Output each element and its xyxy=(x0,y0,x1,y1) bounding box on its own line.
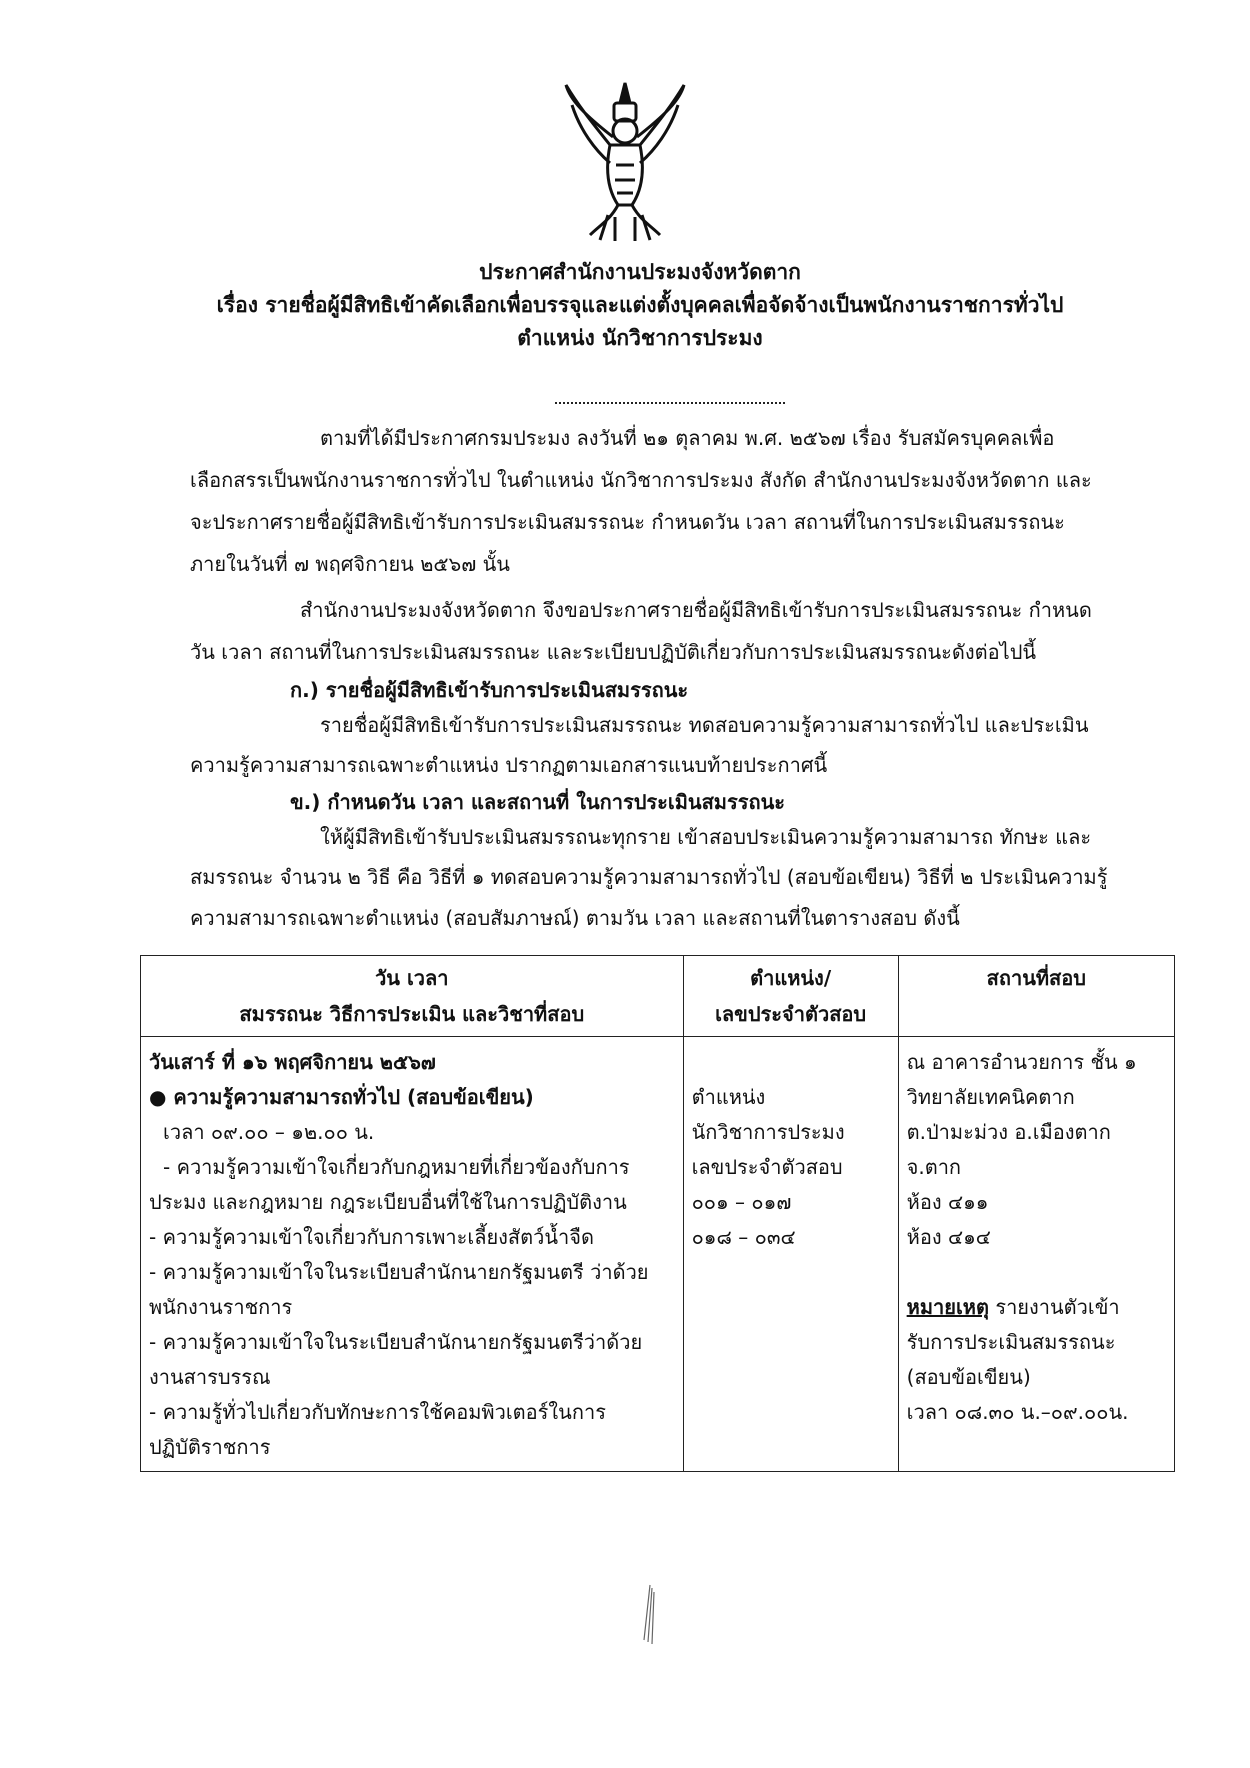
subject-line: - ความรู้ความเข้าใจในระเบียบสำนักนายกรัฐมนตรี ว่าด้วย xyxy=(149,1260,649,1284)
room-number: ห้อง ๔๑๔ xyxy=(906,1225,991,1249)
position-name: นักวิชาการประมง xyxy=(691,1120,845,1144)
paragraph-line: สำนักงานประมงจังหวัดตาก จึงขอประกาศรายชื่อผู้มีสิทธิเข้ารับการประเมินสมรรถนะ กำหนด xyxy=(300,598,1092,622)
subject-line: - ความรู้ความเข้าใจในระเบียบสำนักนายกรัฐมนตรีว่าด้วย xyxy=(149,1330,643,1354)
exam-date: วันเสาร์ ที่ ๑๖ พฤศจิกายน ๒๕๖๗ xyxy=(149,1050,436,1074)
location-district: ต.ป่ามะม่วง อ.เมืองตาก xyxy=(906,1120,1111,1144)
exam-id-label: เลขประจำตัวสอบ xyxy=(691,1155,843,1179)
location-province: จ.ตาก xyxy=(906,1155,962,1179)
subject-line: - ความรู้ทั่วไปเกี่ยวกับทักษะการใช้คอมพิวเตอร์ในการ xyxy=(149,1400,606,1424)
paragraph-line: เลือกสรรเป็นพนักงานราชการทั่วไป ในตำแหน่ง นักวิชาการประมง สังกัด สำนักงานประมงจังหวัดตาก และ xyxy=(190,468,1092,492)
subject-line: - ความรู้ความเข้าใจเกี่ยวกับการเพาะเลี้ยงสัตว์น้ำจืด xyxy=(149,1225,594,1249)
subject-line: - ความรู้ความเข้าใจเกี่ยวกับกฎหมายที่เกี่ยวข้องกับการ xyxy=(163,1155,630,1179)
paragraph-line: สมรรถนะ จำนวน ๒ วิธี คือ วิธีที่ ๑ ทดสอบความรู้ความสามารถทั่วไป (สอบข้อเขียน) วิธีที่ ๒ ประเมินความรู้ xyxy=(190,865,1108,889)
subject-line: งานสารบรรณ xyxy=(149,1365,271,1389)
note-line: หมายเหตุ รายงานตัวเข้า xyxy=(906,1295,1120,1319)
position-label: ตำแหน่ง xyxy=(691,1085,766,1109)
announcement-title: ประกาศสำนักงานประมงจังหวัดตาก xyxy=(479,260,801,284)
dotted-separator xyxy=(555,402,785,406)
subject-line: พนักงานราชการ xyxy=(149,1295,293,1319)
cell-position-id xyxy=(683,1037,898,1472)
table-row xyxy=(141,1037,1175,1472)
pen-mark-icon xyxy=(630,1580,670,1660)
note-line: รับการประเมินสมรรถนะ xyxy=(906,1330,1116,1354)
section-b-heading: ข.) กำหนดวัน เวลา และสถานที่ ในการประเมินสมรรถนะ xyxy=(290,790,785,814)
announcement-position: ตำแหน่ง นักวิชาการประมง xyxy=(517,326,763,350)
header-position-id: ตำแหน่ง/ เลขประจำตัวสอบ xyxy=(683,956,898,1037)
section-a-heading: ก.) รายชื่อผู้มีสิทธิเข้ารับการประเมินสมรรถนะ xyxy=(290,678,689,702)
paragraph-line: ให้ผู้มีสิทธิเข้ารับประเมินสมรรถนะทุกราย เข้าสอบประเมินความรู้ความสามารถ ทักษะ และ xyxy=(320,825,1092,849)
paragraph-line: วัน เวลา สถานที่ในการประเมินสมรรถนะ และระเบียบปฏิบัติเกี่ยวกับการประเมินสมรรถนะดังต่อไปนี้ xyxy=(190,640,1037,664)
exam-schedule-table xyxy=(140,955,1175,1472)
exam-topic: ● ความรู้ความสามารถทั่วไป (สอบข้อเขียน) xyxy=(149,1085,534,1109)
note-line: (สอบข้อเขียน) xyxy=(906,1365,1031,1389)
location-college: วิทยาลัยเทคนิคตาก xyxy=(906,1085,1075,1109)
paragraph-line: ตามที่ได้มีประกาศกรมประมง ลงวันที่ ๒๑ ตุลาคม พ.ศ. ๒๕๖๗ เรื่อง รับสมัครบุคคลเพื่อ xyxy=(320,426,1055,450)
note-label: หมายเหตุ xyxy=(906,1295,989,1319)
cell-location xyxy=(898,1037,1174,1472)
paragraph-line: รายชื่อผู้มีสิทธิเข้ารับการประเมินสมรรถนะ ทดสอบความรู้ความสามารถทั่วไป และประเมิน xyxy=(320,713,1089,737)
location-building: ณ อาคารอำนวยการ ชั้น ๑ xyxy=(906,1050,1137,1074)
header-location: สถานที่สอบ xyxy=(898,956,1174,1037)
paragraph-line: จะประกาศรายชื่อผู้มีสิทธิเข้ารับการประเมินสมรรถนะ กำหนดวัน เวลา สถานที่ในการประเมินสมรรถนะ xyxy=(190,510,1065,534)
announcement-subject: เรื่อง รายชื่อผู้มีสิทธิเข้าคัดเลือกเพื่อบรรจุและแต่งตั้งบุคคลเพื่อจัดจ้างเป็นพนักงานราชการทั่วไป xyxy=(216,293,1064,317)
bullet-icon: ● xyxy=(149,1085,174,1109)
paragraph-line: ความสามารถเฉพาะตำแหน่ง (สอบสัมภาษณ์) ตามวัน เวลา และสถานที่ในตารางสอบ ดังนี้ xyxy=(190,906,960,930)
room-number: ห้อง ๔๑๑ xyxy=(906,1190,989,1214)
exam-time: เวลา ๐๙.๐๐ – ๑๒.๐๐ น. xyxy=(163,1120,375,1144)
header-date-subject: วัน เวลา สมรรถนะ วิธีการประเมิน และวิชาที่สอบ xyxy=(141,956,684,1037)
exam-id-range: ๐๑๘ – ๐๓๔ xyxy=(691,1225,796,1249)
table-header-row xyxy=(141,956,1175,1037)
subject-line: ปฏิบัติราชการ xyxy=(149,1435,271,1459)
exam-id-range: ๐๐๑ – ๐๑๗ xyxy=(691,1190,792,1214)
paragraph-line: ภายในวันที่ ๗ พฤศจิกายน ๒๕๖๗ นั้น xyxy=(190,552,510,576)
paragraph-line: ความรู้ความสามารถเฉพาะตำแหน่ง ปรากฏตามเอกสารแนบท้ายประกาศนี้ xyxy=(190,753,828,777)
subject-line: ประมง และกฎหมาย กฎระเบียบอื่นที่ใช้ในการปฏิบัติงาน xyxy=(149,1190,627,1214)
cell-date-subject xyxy=(141,1037,684,1472)
note-line: เวลา ๐๘.๓๐ น.–๐๙.๐๐น. xyxy=(906,1400,1129,1424)
garuda-emblem-icon xyxy=(560,75,690,245)
